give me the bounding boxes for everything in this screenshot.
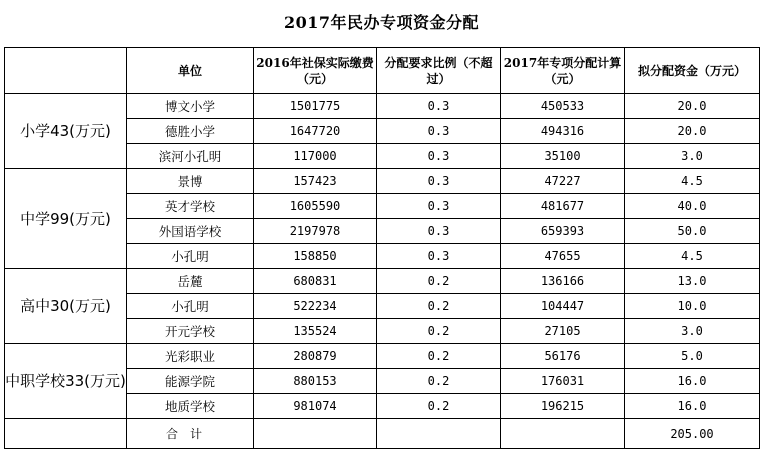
calc-2017-cell[interactable]: 27105	[501, 319, 625, 344]
unit-name-cell[interactable]: 德胜小学	[127, 119, 254, 144]
unit-name-cell[interactable]: 能源学院	[127, 369, 254, 394]
social-2016-cell[interactable]: 1605590	[254, 194, 377, 219]
social-2016-cell[interactable]: 157423	[254, 169, 377, 194]
ratio-cell[interactable]: 0.3	[377, 244, 501, 269]
unit-name-cell[interactable]: 岳麓	[127, 269, 254, 294]
header-calc-2017: 2017年专项分配计算（元）	[501, 48, 625, 94]
calc-2017-cell[interactable]: 450533	[501, 94, 625, 119]
table-row	[5, 94, 760, 119]
calc-2017-cell[interactable]: 35100	[501, 144, 625, 169]
total-blank-cell[interactable]	[254, 419, 377, 449]
calc-2017-cell[interactable]: 176031	[501, 369, 625, 394]
group-label-cell[interactable]: 中学99(万元)	[5, 169, 127, 269]
alloc-cell[interactable]: 5.0	[625, 344, 760, 369]
unit-name-cell[interactable]: 英才学校	[127, 194, 254, 219]
total-blank-cell[interactable]	[377, 419, 501, 449]
social-2016-cell[interactable]: 981074	[254, 394, 377, 419]
group-label-cell[interactable]: 小学43(万元)	[5, 94, 127, 169]
alloc-cell[interactable]: 3.0	[625, 144, 760, 169]
unit-name-cell[interactable]: 开元学校	[127, 319, 254, 344]
header-group-blank	[5, 48, 127, 94]
ratio-cell[interactable]: 0.3	[377, 94, 501, 119]
social-2016-cell[interactable]: 1501775	[254, 94, 377, 119]
calc-2017-cell[interactable]: 481677	[501, 194, 625, 219]
alloc-cell[interactable]: 20.0	[625, 94, 760, 119]
social-2016-cell[interactable]: 135524	[254, 319, 377, 344]
ratio-cell[interactable]: 0.2	[377, 319, 501, 344]
header-unit: 单位	[127, 48, 254, 94]
header-ratio: 分配要求比例（不超过）	[377, 48, 501, 94]
calc-2017-cell[interactable]: 47227	[501, 169, 625, 194]
unit-name-cell[interactable]: 外国语学校	[127, 219, 254, 244]
alloc-cell[interactable]: 16.0	[625, 394, 760, 419]
social-2016-cell[interactable]: 1647720	[254, 119, 377, 144]
allocation-table	[4, 47, 760, 449]
ratio-cell[interactable]: 0.3	[377, 144, 501, 169]
calc-2017-cell[interactable]: 494316	[501, 119, 625, 144]
social-2016-cell[interactable]: 158850	[254, 244, 377, 269]
header-row	[5, 48, 760, 94]
social-2016-cell[interactable]: 522234	[254, 294, 377, 319]
group-label-cell[interactable]: 高中30(万元)	[5, 269, 127, 344]
calc-2017-cell[interactable]: 47655	[501, 244, 625, 269]
social-2016-cell[interactable]: 280879	[254, 344, 377, 369]
table-body	[5, 94, 760, 449]
social-2016-cell[interactable]: 680831	[254, 269, 377, 294]
unit-name-cell[interactable]: 小孔明	[127, 244, 254, 269]
alloc-cell[interactable]: 20.0	[625, 119, 760, 144]
social-2016-cell[interactable]: 117000	[254, 144, 377, 169]
ratio-cell[interactable]: 0.3	[377, 119, 501, 144]
header-alloc: 拟分配资金（万元）	[625, 48, 760, 94]
social-2016-cell[interactable]: 2197978	[254, 219, 377, 244]
header-social-2016: 2016年社保实际缴费（元）	[254, 48, 377, 94]
alloc-cell[interactable]: 40.0	[625, 194, 760, 219]
social-2016-cell[interactable]: 880153	[254, 369, 377, 394]
calc-2017-cell[interactable]: 196215	[501, 394, 625, 419]
total-blank-cell[interactable]	[501, 419, 625, 449]
total-alloc-cell[interactable]: 205.00	[625, 419, 760, 449]
ratio-cell[interactable]: 0.3	[377, 219, 501, 244]
unit-name-cell[interactable]: 景博	[127, 169, 254, 194]
ratio-cell[interactable]: 0.2	[377, 294, 501, 319]
table-row	[5, 344, 760, 369]
group-label-cell[interactable]: 中职学校33(万元)	[5, 344, 127, 419]
calc-2017-cell[interactable]: 136166	[501, 269, 625, 294]
unit-name-cell[interactable]: 地质学校	[127, 394, 254, 419]
calc-2017-cell[interactable]: 104447	[501, 294, 625, 319]
alloc-cell[interactable]: 13.0	[625, 269, 760, 294]
unit-name-cell[interactable]: 滨河小孔明	[127, 144, 254, 169]
calc-2017-cell[interactable]: 56176	[501, 344, 625, 369]
total-blank-cell[interactable]	[5, 419, 127, 449]
total-label-cell[interactable]: 合计	[127, 419, 254, 449]
alloc-cell[interactable]: 4.5	[625, 244, 760, 269]
calc-2017-cell[interactable]: 659393	[501, 219, 625, 244]
unit-name-cell[interactable]: 小孔明	[127, 294, 254, 319]
total-row	[5, 419, 760, 449]
ratio-cell[interactable]: 0.3	[377, 169, 501, 194]
ratio-cell[interactable]: 0.2	[377, 269, 501, 294]
ratio-cell[interactable]: 0.2	[377, 369, 501, 394]
unit-name-cell[interactable]: 博文小学	[127, 94, 254, 119]
ratio-cell[interactable]: 0.3	[377, 194, 501, 219]
alloc-cell[interactable]: 10.0	[625, 294, 760, 319]
ratio-cell[interactable]: 0.2	[377, 344, 501, 369]
alloc-cell[interactable]: 50.0	[625, 219, 760, 244]
table-row	[5, 169, 760, 194]
alloc-cell[interactable]: 3.0	[625, 319, 760, 344]
alloc-cell[interactable]: 4.5	[625, 169, 760, 194]
ratio-cell[interactable]: 0.2	[377, 394, 501, 419]
unit-name-cell[interactable]: 光彩职业	[127, 344, 254, 369]
sheet-title: 2017年民办专项资金分配	[283, 13, 480, 32]
table-row	[5, 269, 760, 294]
alloc-cell[interactable]: 16.0	[625, 369, 760, 394]
